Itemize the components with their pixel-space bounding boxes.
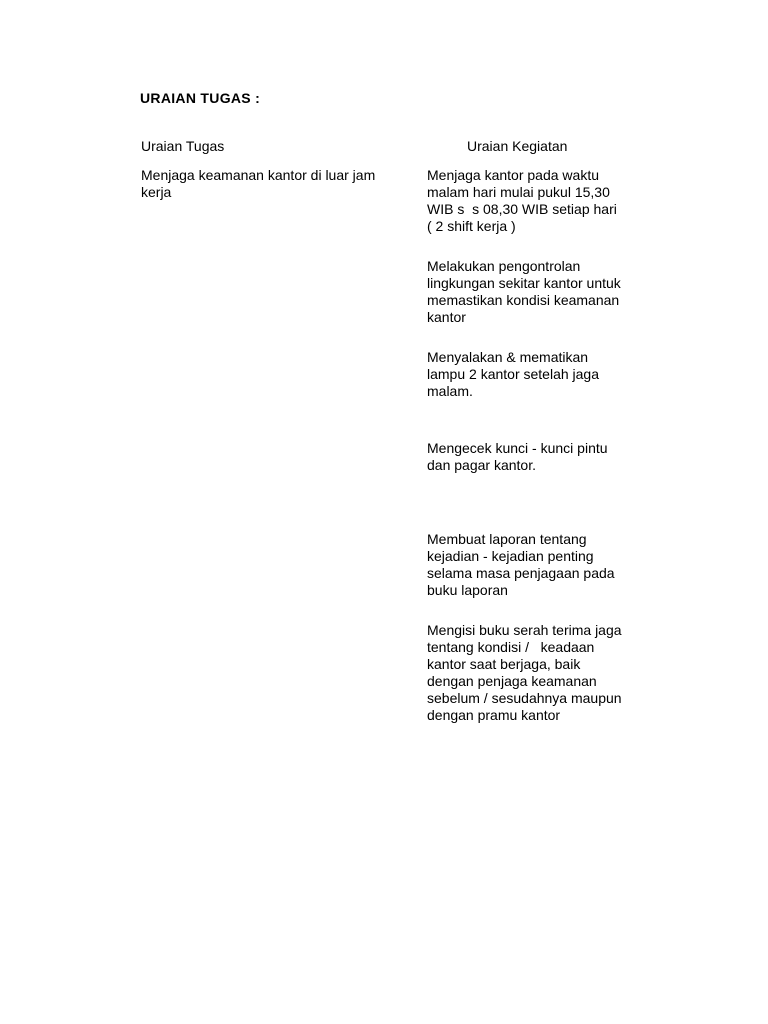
task-description: Menjaga keamanan kantor di luar jam kerja [141,167,376,200]
activity-item-1: Menjaga kantor pada waktu malam hari mulai pukul 15,30 WIB s s 08,30 WIB setiap hari ( 2 shift kerja ) [427,167,617,234]
activity-item-5: Membuat laporan tentang kejadian - kejadian penting selama masa penjagaan pada buku laporan [427,531,615,598]
activity-item-3: Menyalakan & mematikan lampu 2 kantor setelah jaga malam. [427,349,599,399]
column-header-uraian-tugas: Uraian Tugas [141,138,225,154]
activity-item-2: Melakukan pengontrolan lingkungan sekitar kantor untuk memastikan kondisi keamanan kantor [427,258,621,325]
column-header-uraian-kegiatan: Uraian Kegiatan [467,138,568,154]
document-title: URAIAN TUGAS : [140,90,261,106]
activity-item-6: Mengisi buku serah terima jaga tentang kondisi / keadaan kantor saat berjaga, baik dengan penjaga keamanan sebelum / sesudahnya maupun dengan pramu kantor [427,622,622,723]
activity-item-4: Mengecek kunci - kunci pintu dan pagar kantor. [427,440,608,473]
